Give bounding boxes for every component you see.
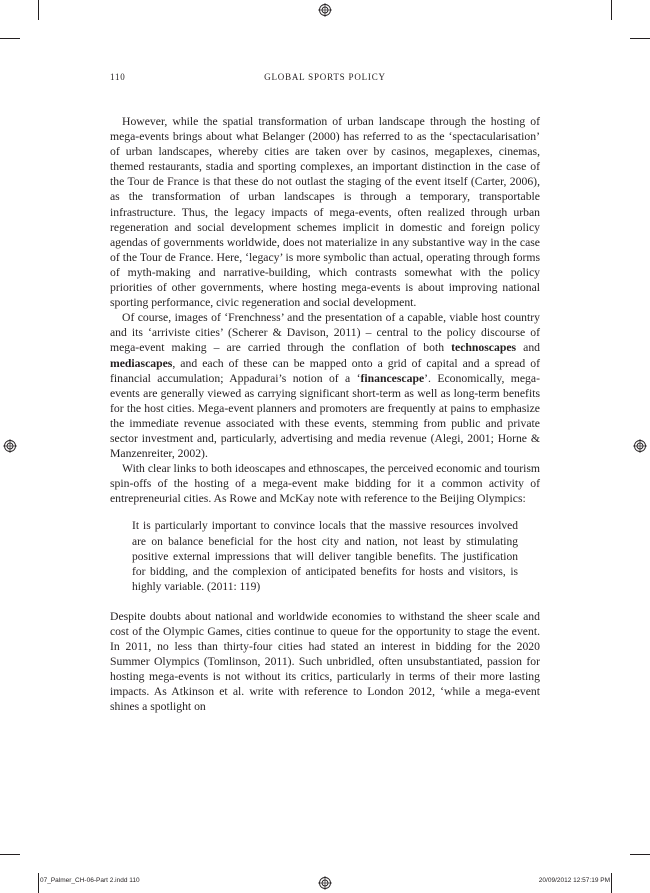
registration-mark-icon	[633, 439, 647, 453]
text-run: Of course, images of ‘Frenchness’ and the presentation of a capable, viable host country and its ‘arriviste cities’ (Scherer & Davison, 2011) – central to the policy discourse of mega-event making – are carried through the conflation of both	[110, 311, 540, 355]
text-run: ’. Economically, mega-events are generally viewed as carrying significant short-term as well as long-term benefits for the host cities. Mega-event planners and promoters are frequently at pains to emphasize the immediate revenue associated with these events, stemming from public and private sector investment and, particularly, advertising and media revenue (Alegi, 2001; Horne & Manzenreiter, 2002).	[110, 371, 540, 461]
crop-mark	[0, 38, 20, 39]
page-number: 110	[110, 72, 126, 82]
paragraph	[110, 310, 540, 461]
term-mediascapes: mediascapes	[110, 356, 173, 370]
registration-mark-icon	[318, 3, 332, 17]
slug-timestamp: 20/09/2012 12:57:19 PM	[538, 877, 610, 884]
body-text	[110, 114, 540, 715]
crop-mark	[630, 38, 650, 39]
crop-mark	[630, 854, 650, 855]
text-run: and	[516, 341, 541, 355]
block-quote: It is particularly important to convince locals that the massive resources involved are on balance beneficial for the host city and nation, not least by stimulating positive external impressions that will deliver tangible benefits. The justification for bidding, and the complexion of anticipated benefits for hosts and visitors, is highly variable. (2011: 119)	[132, 520, 518, 593]
paragraph: However, while the spatial transformation of urban landscape through the hosting of mega-events brings about what Belanger (2000) has referred to as the ‘spectacularisation’ of urban landscapes, whereby cities are taken over by casinos, megaplexes, cinemas, themed restaurants, stadia and sporting complexes, an important distinction in the case of the Tour de France is that these do not outlast the staging of the event itself (Carter, 2006), as the transformation of urban landscapes is through a temporary, transportable infrastructure. Thus, the legacy impacts of mega-events, often realized through urban regeneration and social development schemes implicit in domestic and foreign policy agendas of governments worldwide, does not materialize in any substantive way in the case of the Tour de France. Here, ‘legacy’ is more symbolic than actual, operating through forms of myth-making and narrative-building, which contrasts somewhat with the policy priorities of other governments, where hosting mega-events is about improving national sporting performance, civic regeneration and social development.	[110, 115, 540, 310]
crop-mark	[611, 873, 612, 893]
registration-mark-icon	[3, 439, 17, 453]
crop-mark	[611, 0, 612, 20]
crop-mark	[0, 854, 20, 855]
text-run: , and each of these can be mapped onto a grid of capital and a spread of financial accumulation; Appadurai’s notion of a ‘	[110, 356, 540, 385]
term-technoscapes: technoscapes	[451, 341, 517, 355]
crop-mark	[38, 0, 39, 20]
paragraph: Despite doubts about national and worldwide economies to withstand the sheer scale and cost of the Olympic Games, cities continue to queue for the opportunity to stage the event. In 2011, no less than thirty-four cities had stated an interest in bidding for the 2020 Summer Olympics (Tomlinson, 2011). Such unbridled, often unsubstantiated, passion for hosting mega-events is not without its critics, particularly in terms of their more lasting impacts. As Atkinson et al. write with reference to London 2012, ‘while a mega-event shines a spotlight on	[110, 609, 540, 714]
term-financescape: financescape	[360, 371, 425, 385]
registration-mark-icon	[318, 876, 332, 890]
paragraph: With clear links to both ideoscapes and ethnoscapes, the perceived economic and tourism spin-offs of the hosting of a mega-event make bidding for it a common activity of entrepreneurial cities. As Rowe and McKay note with reference to the Beijing Olympics:	[110, 462, 540, 506]
slug-file: 07_Palmer_CH-06-Part 2.indd 110	[40, 877, 140, 884]
crop-mark	[38, 873, 39, 893]
running-head: GLOBAL SPORTS POLICY	[264, 72, 386, 82]
page-header	[110, 72, 540, 86]
